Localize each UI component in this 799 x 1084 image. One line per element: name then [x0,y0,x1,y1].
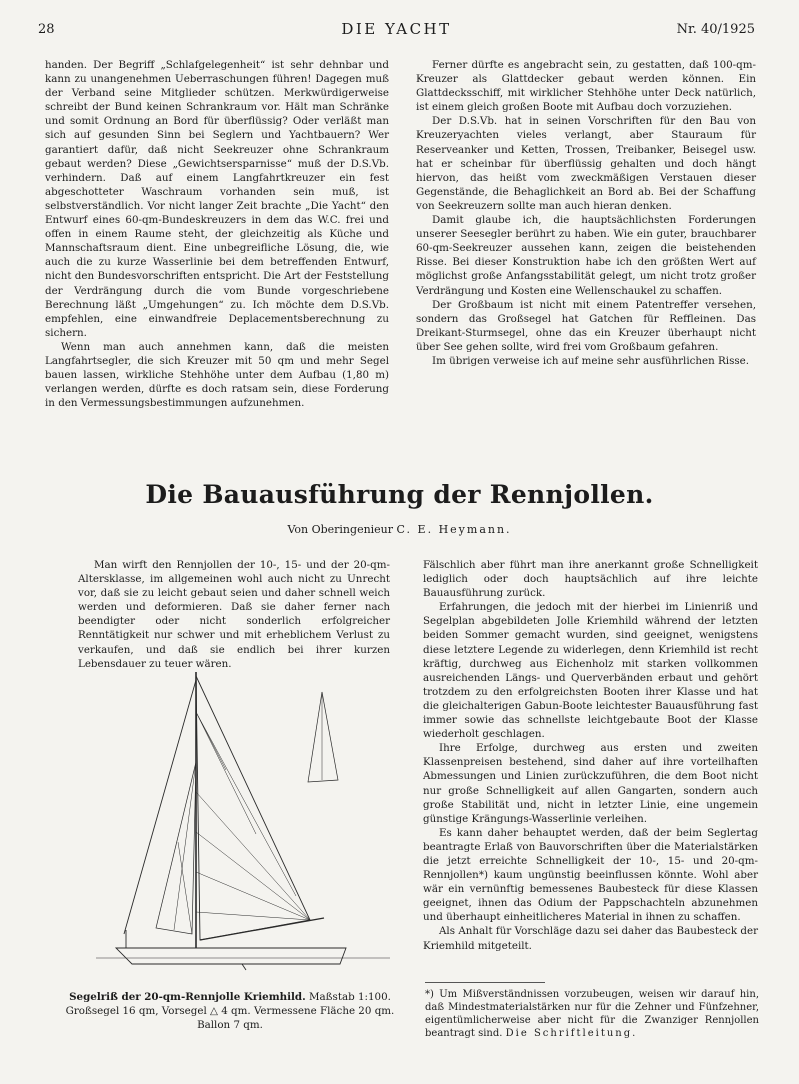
paragraph: Ferner dürfte es angebracht sein, zu gestatten, daß 100-qm-Kreuzer als Glattdecker gebaut werden können. Ein Glattdecksschiff, mit wirklicher Stehhöhe unter Deck natürlich, ist einem gleich großen Boote mit Aufbau doch vorzuziehen. [416,59,756,114]
paragraph: Der D.S.Vb. hat in seinen Vorschriften für den Bau von Kreuzeryachten vieles verlangt, aber Stauraum für Reserveanker und Ketten, Trossen, Treibanker, Beisegel usw. hat er scheinbar für überflüssig gehalten und doch hängt hiervon, das heißt vom zweckmäßigen Verstauen dieser Gegenstände, die Behaglichkeit an Bord ab. Bei der Schaffung von Seekreuzern sollte man auch hieran denken. [416,115,756,212]
article-title: Die Bauausführung der Rennjollen. [145,480,654,509]
paragraph: Damit glaube ich, die hauptsächlichsten Forderungen unserer Seesegler berührt zu haben. Wie ein guter, brauchbarer 60-qm-Seekreuzer aussehen kann, zeigen die beistehenden Risse. Bei dieser Konstruktion habe ich den größten Wert auf möglichst große Anfangsstabilität gelegt, um nicht trotz großer Verdrängung und Kosten eine Wellenschaukel zu schaffen. [416,214,756,297]
footnote-divider [425,982,545,983]
paragraph: Wenn man auch annehmen kann, daß die meisten Langfahrtsegler, die sich Kreuzer mit 50 qm und mehr Segel bauen lassen, wirkliche Stehhöhe unter dem Aufbau (1,80 m) verlangen werden, dürfte es doch ratsam sein, diese Forderung in den Vermessungsbestimmungen aufzunehmen. [45,340,389,410]
page-header [38,20,755,42]
article-right-column [423,558,758,953]
paragraph: Fälschlich aber führt man ihre anerkannt große Schnelligkeit lediglich oder doch hauptsächlich auf ihre leichte Bauausführung zurück. [423,559,758,600]
article-left-column [78,558,390,671]
article-byline [0,523,799,536]
byline-prefix: Von Oberingenieur [287,523,394,536]
footnote [425,988,759,1040]
footnote-text: *) Um Mißverständnissen vorzubeugen, weisen wir darauf hin, daß Mindestmaterialstärken nur für die Zehner und Fünfzehner, eigentümlicherweise aber nicht für die Zwanziger Rennjollen beantragt sind. [425,989,759,1039]
issue-number: Nr. 40/1925 [676,22,755,37]
paragraph: Im übrigen verweise ich auf meine sehr ausführlichen Risse. [432,354,750,367]
author-name: C. E. Heymann. [396,523,512,536]
top-right-column [416,58,756,368]
footnote-signature: Die Schriftleitung. [505,1028,638,1039]
magazine-title: DIE YACHT [341,20,452,38]
paragraph: handen. Der Begriff „Schlafgelegenheit“ ist sehr dehnbar und kann zu unangenehmen Ueberraschungen führen! Dagegen muß der Verband seine Mitglieder schützen. Merkwürdigerweise schreibt der Bund keinen Schrankraum vor. Hält man Schränke und somit Ordnung an Bord für überflüssig? Oder verläßt man sich auf gesunden Sinn bei Seglern und Yachtbauern? Wer garantiert dafür, daß nicht Seekreuzer ohne Schrankraum gebaut werden? Diese „Gewichtsersparnisse“ muß der D.S.Vb. verhindern. Daß auf einem Langfahrtkreuzer ein fest abgeschotteter Waschraum vorhanden sein muß, ist selbstverständlich. Vor nicht langer Zeit brachte „Die Yacht“ den Entwurf eines 60-qm-Bundeskreuzers in dem das W.C. frei und offen in einem Raume steht, der gleichzeitig als Küche und Mannschaftsraum dient. Eine unbegreifliche Lösung, die, wie auch die zu kurze Wasserlinie bei dem betreffenden Entwurf, nicht den Bundesvorschriften entspricht. Die Art der Feststellung der Verdrängung durch die vom Bunde vorgeschriebene Berechnung läßt „Umgehungen“ zu. Ich möchte dem D.S.Vb. empfehlen, eine einwandfreie Deplacementsberechnung zu sichern. [45,59,389,339]
paragraph: Erfahrungen, die jedoch mit der hierbei im Linienriß und Segelplan abgebildeten Jolle Kriemhild während der letzten beiden Sommer gemacht wurden, sind geeignet, wenigstens diese letztere Legende zu widerlegen, denn Kriemhild ist recht kräftig, durchweg aus Eichenholz mit starken vollkommen ausreichenden Längs- und Querverbänden erbaut und gehört trotzdem zu den erfolgreichsten Booten ihrer Klasse und hat die gleichalterigen Gabun-Boote leichtester Bauausführung fast immer sowie das schnellste leichtgebaute Boot der Klasse wiederholt geschlagen. [423,601,758,741]
figure-caption [60,990,400,1032]
paragraph: Als Anhalt für Vorschläge dazu sei daher das Baubesteck der Kriemhild mitgeteilt. [423,925,758,952]
paragraph: Man wirft den Rennjollen der 10-, 15- und der 20-qm-Altersklasse, im allgemeinen wohl auch nicht zu Unrecht vor, daß sie zu leicht gebaut seien und daher schnell weich werden und deformieren. Daß sie daher ferner nach beendigter oder nicht sonderlich erfolgreicher Renntätigkeit nur schwer und mit erheblichem Verlust zu verkaufen, und daß sie endlich bei ihrer kurzen Lebensdauer zu teuer wären. [78,559,390,670]
page-number: 28 [38,22,55,37]
top-left-column [45,58,389,410]
caption-title: Segelriß der 20-qm-Rennjolle Kriemhild. [69,991,306,1003]
paragraph: Es kann daher behauptet werden, daß der beim Seglertag beantragte Erlaß von Bauvorschriften über die Materialstärken die jetzt erreichte Schnelligkeit der 10-, 15- und 20-qm-Rennjollen*) kaum ungünstig beeinflussen könnte. Wohl aber wär ein vernünftig bemessenes Baubesteck für diese Klassen geeignet, ihnen das Odium der Pappschachteln abzunehmen und überhaupt einheitlicheres Material in ihnen zu schaffen. [423,826,758,924]
caption-details: Maßstab 1:100. Großsegel 16 qm, Vorsegel △ 4 qm. Vermessene Fläche 20 qm. Ballon 7 qm. [65,991,395,1031]
sail-plan-drawing [96,672,390,972]
paragraph: Der Großbaum ist nicht mit einem Patentreffer versehen, sondern das Großsegel hat Gatchen für Reffleinen. Das Dreikant-Sturmsegel, ohne das ein Kreuzer überhaupt nicht über See gehen sollte, wird frei vom Großbaum gefahren. [416,298,756,353]
paragraph: Ihre Erfolge, durchweg aus ersten und zweiten Klassenpreisen bestehend, sind daher auf ihre vorteilhaften Abmessungen und Linien zurückzuführen, die dem Boot nicht nur große Schnelligkeit auf allen Gangarten, sondern auch große Stabilität und, nicht in letzter Linie, eine ungemein günstige Krängungs-Wasserlinie verleihen. [423,742,758,825]
